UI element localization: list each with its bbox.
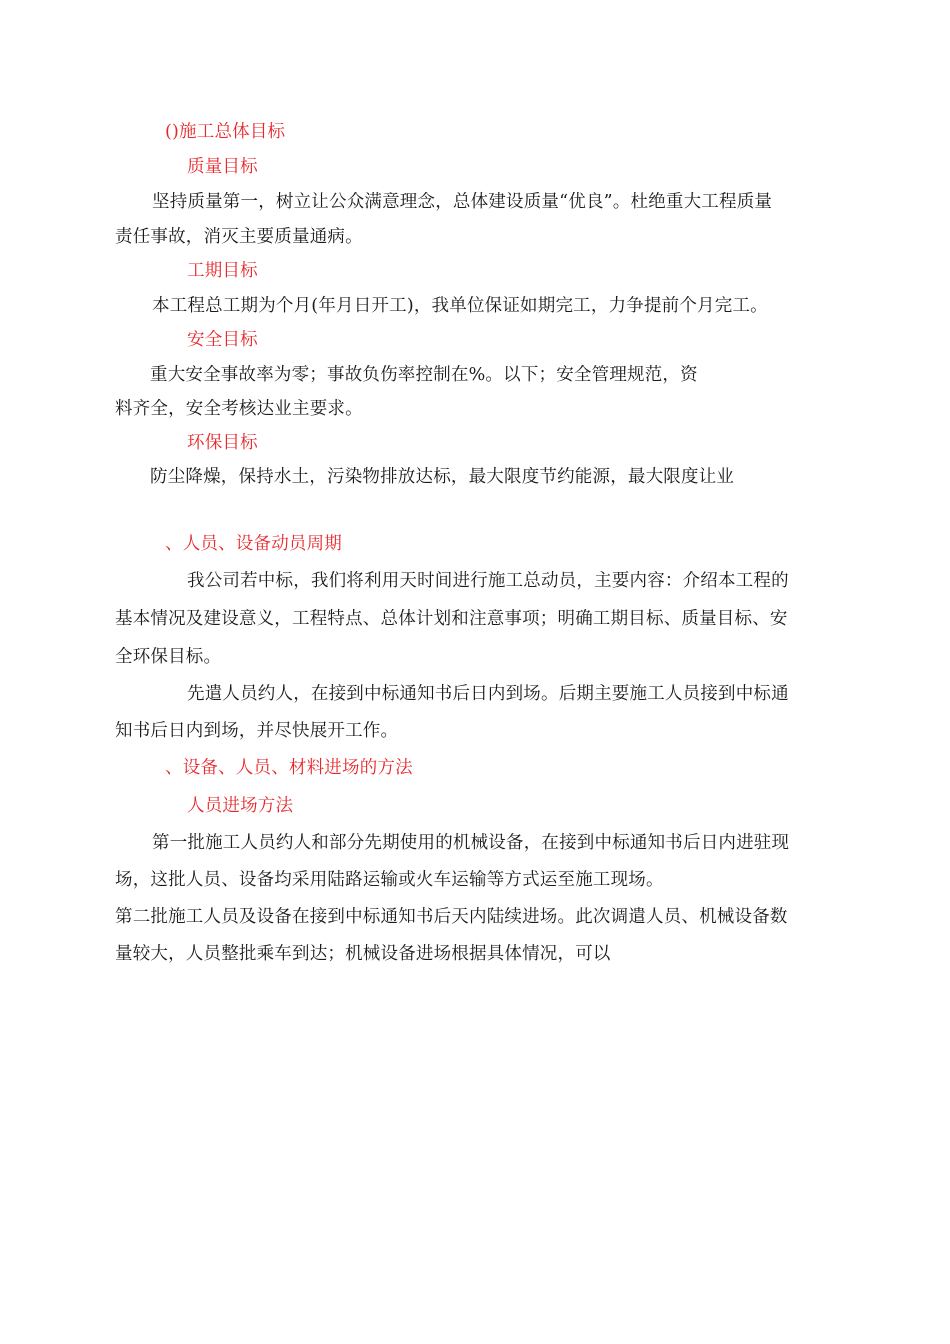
personnel-body-line-1: 第一批施工人员约人和部分先期使用的机械设备，在接到中标通知书后日内进驻现: [152, 833, 790, 853]
personnel-entry-heading: 人员进场方法: [187, 796, 294, 816]
safety-heading: 安全目标: [187, 330, 258, 350]
safety-body-line-2: 料齐全，安全考核达业主要求。: [115, 399, 363, 419]
mobilization-body-line-3: 全环保目标。: [115, 647, 222, 667]
quality-body-line-1: 坚持质量第一，树立让公众满意理念，总体建设质量“优良”。杜绝重大工程质量: [152, 192, 773, 212]
overall-goal-heading: ()施工总体目标: [165, 122, 286, 142]
mobilization-heading: 、人员、设备动员周期: [165, 534, 342, 554]
mobilization-body-line-5: 知书后日内到场，并尽快展开工作。: [115, 721, 399, 741]
environment-heading: 环保目标: [187, 433, 258, 453]
mobilization-body-line-2: 基本情况及建设意义，工程特点、总体计划和注意事项；明确工期目标、质量目标、安: [115, 609, 788, 629]
quality-body-line-2: 责任事故，消灭主要质量通病。: [115, 227, 363, 247]
personnel-body-line-2: 场，这批人员、设备均采用陆路运输或火车运输等方式运至施工现场。: [115, 870, 664, 890]
schedule-body: 本工程总工期为个月(年月日开工)，我单位保证如期完工，力争提前个月完工。: [152, 296, 768, 316]
schedule-heading: 工期目标: [187, 261, 258, 281]
mobilization-body-line-1: 我公司若中标，我们将利用天时间进行施工总动员，主要内容：介绍本工程的: [187, 571, 789, 591]
entry-methods-heading: 、设备、人员、材料进场的方法: [165, 758, 413, 778]
personnel-body-line-4: 量较大，人员整批乘车到达；机械设备进场根据具体情况，可以: [115, 944, 611, 964]
mobilization-body-line-4: 先遣人员约人，在接到中标通知书后日内到场。后期主要施工人员接到中标通: [187, 684, 789, 704]
quality-heading: 质量目标: [187, 157, 258, 177]
safety-body-line-1: 重大安全事故率为零；事故负伤率控制在%。以下；安全管理规范，资: [150, 365, 698, 385]
personnel-body-line-3: 第二批施工人员及设备在接到中标通知书后天内陆续进场。此次调遣人员、机械设备数: [115, 907, 788, 927]
environment-body: 防尘降燥，保持水土，污染物排放达标，最大限度节约能源，最大限度让业: [150, 467, 735, 487]
